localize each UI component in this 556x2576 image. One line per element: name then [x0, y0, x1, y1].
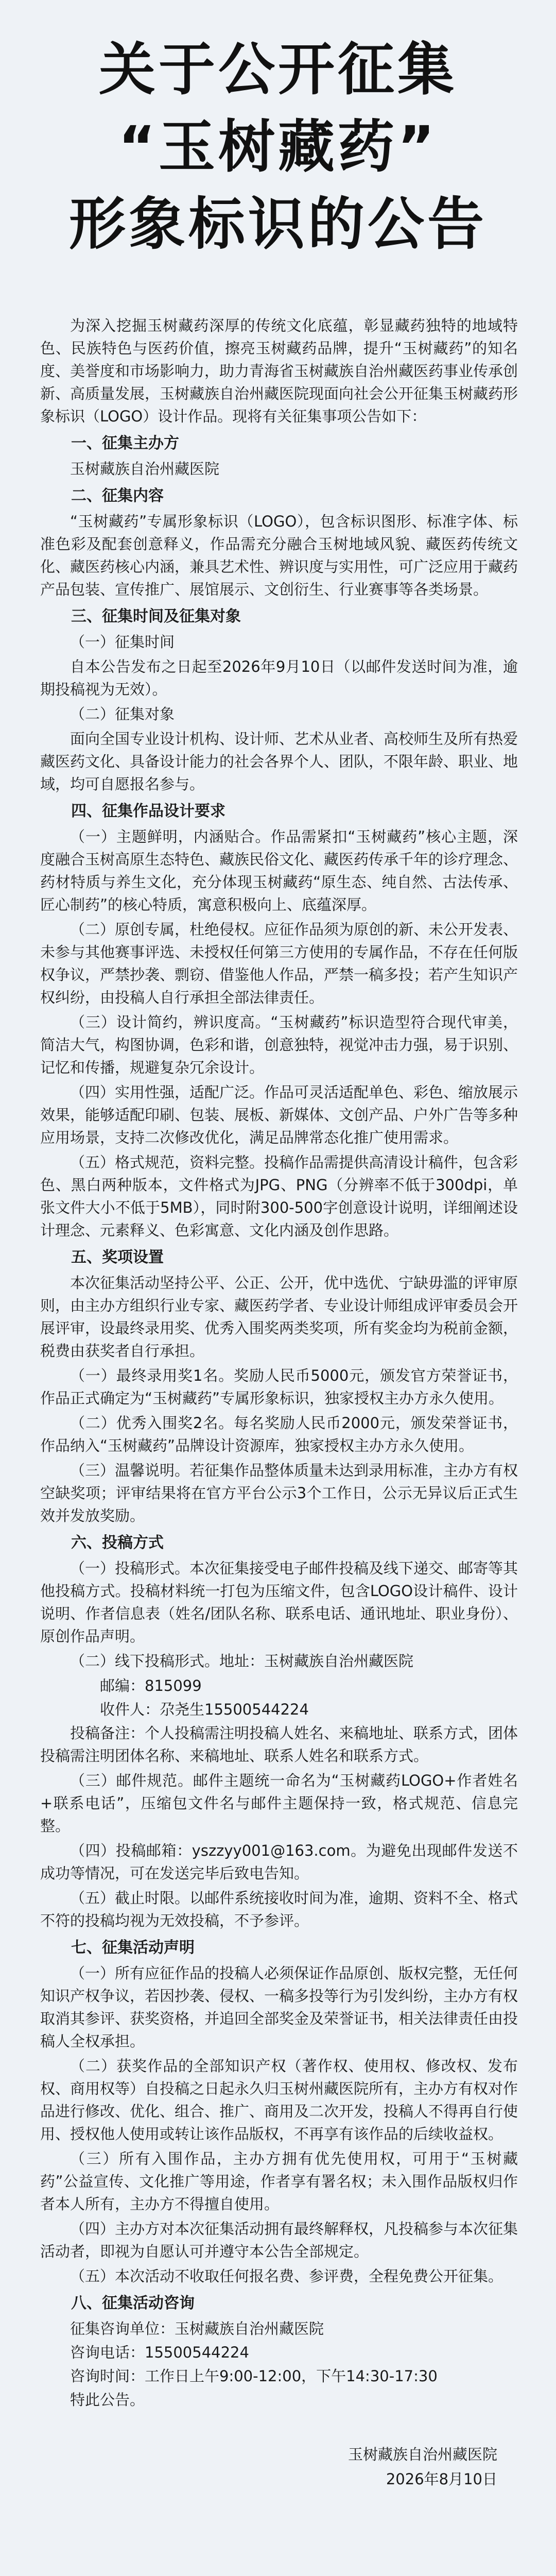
statement-paragraph-4: （四）主办方对本次征集活动拥有最终解释权，凡投稿参与本次征集活动者，即视为自愿认可并遵守本公告全部规定。	[40, 2220, 518, 2260]
closing-note: 特此公告。	[70, 2391, 145, 2409]
submission-paragraph-4: （四）投稿邮箱：yszzyy001@163.com。为避免出现邮件发送不成功等情况，可在发送完毕后致电告知。	[40, 1842, 518, 1882]
consult-unit: 征集咨询单位：玉树藏族自治州藏医院	[70, 2320, 324, 2337]
title-line-2: “玉树藏药”	[118, 114, 438, 180]
submission-note: 投稿备注：个人投稿需注明投稿人姓名、来稿地址、联系方式，团体投稿需注明团体名称、来稿地址、联系人姓名和联系方式。	[40, 1724, 518, 1765]
postcode: 邮编：815099	[100, 1677, 202, 1694]
award-paragraph-1: （一）最终录用奖1名。奖励人民币5000元，颁发官方荣誉证书，作品正式确定为“玉树藏药”专属形象标识，独家授权主办方永久使用。	[40, 1367, 518, 1407]
title-line-3: 形象标识的公告	[69, 191, 487, 257]
statement-paragraph-5: （五）本次活动不收取任何报名费、参评费，全程免费公开征集。	[70, 2267, 503, 2285]
statement-paragraph-3: （三）所有入围作品，主办方拥有优先使用权，可用于“玉树藏药”公益宣传、文化推广等用途，作者享有署名权；未入围作品版权归作者本人所有，主办方不得擅自使用。	[40, 2150, 518, 2213]
section-heading-8: 八、征集活动咨询	[71, 2294, 195, 2312]
statement-paragraph-1: （一）所有应征作品的投稿人必须保证作品原创、版权完整，无任何知识产权争议，若因抄袭、侵权、一稿多投等行为引发纠纷，主办方有权取消其参评、获奖资格，并追回全部奖金及荣誉证书，相关法律责任由投稿人全权承担。	[40, 1964, 518, 2050]
signature-date: 2026年8月10日	[386, 2470, 497, 2488]
section-heading-7: 七、征集活动声明	[71, 1939, 195, 1957]
award-paragraph-3: （三）温馨说明。若征集作品整体质量未达到录用标准，主办方有权空缺奖项；评审结果将在官方平台公示3个工作日，公示无异议后正式生效并发放奖励。	[40, 1462, 518, 1524]
intro-paragraph: 为深入挖掘玉树藏药深厚的传统文化底蕴，彰显藏药独特的地域特色、民族特色与医药价值，擦亮玉树藏药品牌，提升“玉树藏药”的知名度、美誉度和市场影响力，助力青海省玉树藏族自治州藏医药事业传承创新、高质量发展，玉树藏族自治州藏医院现面向社会公开征集玉树藏药形象标识（LOGO）设计作品。现将有关征集事项公告如下：	[40, 317, 518, 425]
signature-block	[40, 2442, 518, 2492]
requirement-paragraph-3: （三）设计简约，辨识度高。“玉树藏药”标识造型符合现代审美，简洁大气，构图协调，色彩和谐，创意独特，视觉冲击力强，易于识别、记忆和传播，规避复杂冗余设计。	[40, 1013, 518, 1076]
organizer-name: 玉树藏族自治州藏医院	[70, 460, 220, 478]
award-paragraph-0: 本次征集活动坚持公平、公正、公开，优中选优、宁缺毋滥的评审原则，由主办方组织行业专家、藏医药学者、专业设计师组成评审委员会开展评审，设最终录用奖、优秀入围奖两类奖项，所有奖金均为税前金额，税费由获奖者自行承担。	[40, 1274, 518, 1360]
section-heading-4: 四、征集作品设计要求	[71, 802, 225, 820]
submission-paragraph-3: （三）邮件规范。邮件主题统一命名为“玉树藏药LOGO+作者姓名+联系电话”，压缩包文件名与邮件主题保持一致，格式规范、信息完整。	[40, 1772, 518, 1835]
statement-paragraph-2: （二）获奖作品的全部知识产权（著作权、使用权、修改权、发布权、商用权等）自投稿之日起永久归玉树州藏医院所有，主办方有权对作品进行修改、优化、组合、推广、商用及二次开发，投稿人不得再自行使用、授权他人使用或转让该作品版权，不再享有该作品的后续收益权。	[40, 2057, 518, 2143]
section-heading-1: 一、征集主办方	[71, 434, 179, 452]
consult-phone: 咨询电话：15500544224	[70, 2344, 249, 2361]
consult-hours: 咨询时间：工作日上午9:00-12:00，下午14:30-17:30	[70, 2367, 438, 2385]
requirement-paragraph-4: （四）实用性强，适配广泛。作品可灵活适配单色、彩色、缩放展示效果，能够适配印刷、包装、展板、新媒体、文创产品、户外广告等多种应用场景，支持二次修改优化，满足品牌常态化推广使用需求。	[40, 1083, 518, 1146]
signature-org: 玉树藏族自治州藏医院	[348, 2446, 497, 2463]
requirement-paragraph-1: （一）主题鲜明，内涵贴合。作品需紧扣“玉树藏药”核心主题，深度融合玉树高原生态特色、藏族民俗文化、藏医药传承千年的诊疗理念、药材特质与养生文化，充分体现玉树藏药“原生态、纯自然、古法传承、匠心制药”的核心特质，寓意积极向上、底蕴深厚。	[40, 828, 518, 913]
submission-paragraph-2: （二）线下投稿形式。地址：玉树藏族自治州藏医院	[70, 1652, 414, 1670]
target-subheading: （二）征集对象	[70, 705, 175, 723]
requirement-paragraph-2: （二）原创专属，杜绝侵权。应征作品须为原创的新、未公开发表、未参与其他赛事评选、未授权任何第三方使用的专属作品，不存在任何版权争议，严禁抄袭、剽窃、借鉴他人作品，严禁一稿多投；若产生知识产权纠纷，由投稿人自行承担全部法律责任。	[40, 921, 518, 1006]
section-heading-3: 三、征集时间及征集对象	[71, 607, 241, 625]
content-paragraph: “玉树藏药”专属形象标识（LOGO），包含标识图形、标准字体、标准色彩及配套创意释义，作品需充分融合玉树地域风貌、藏医药传统文化、藏医药核心内涵，兼具艺术性、辨识度与实用性，可广泛应用于藏药产品包装、宣传推广、展馆展示、文创衍生、行业赛事等各类场景。	[40, 513, 518, 598]
submission-paragraph-5: （五）截止时限。以邮件系统接收时间为准，逾期、资料不全、格式不符的投稿均视为无效投稿，不予参评。	[40, 1889, 518, 1929]
section-heading-6: 六、投稿方式	[71, 1534, 164, 1552]
time-subheading: （一）征集时间	[70, 633, 175, 651]
recipient: 收件人：尕尧生15500544224	[100, 1701, 309, 1718]
requirement-paragraph-5: （五）格式规范，资料完整。投稿作品需提供高清设计稿件，包含彩色、黑白两种版本，文件格式为JPG、PNG（分辨率不低于300dpi，单张文件大小不低于5MB），同时附300-500字创意设计说明，详细阐述设计理念、元素释义、色彩寓意、文化内涵及创作思路。	[40, 1154, 518, 1239]
award-paragraph-2: （二）优秀入围奖2名。每名奖励人民币2000元，颁发荣誉证书，作品纳入“玉树藏药”品牌设计资源库，独家授权主办方永久使用。	[40, 1414, 518, 1454]
title-line-1: 关于公开征集	[99, 37, 457, 103]
section-heading-2: 二、征集内容	[71, 487, 164, 505]
submission-paragraph-1: （一）投稿形式。本次征集接受电子邮件投稿及线下递交、邮寄等其他投稿方式。投稿材料统一打包为压缩文件，包含LOGO设计稿件、设计说明、作者信息表（姓名/团队名称、联系电话、通讯地址、职业身份）、原创作品声明。	[40, 1560, 518, 1645]
target-paragraph: 面向全国专业设计机构、设计师、艺术从业者、高校师生及所有热爱藏医药文化、具备设计能力的社会各界个人、团队，不限年龄、职业、地域，均可自愿报名参与。	[40, 730, 518, 793]
time-paragraph: 自本公告发布之日起至2026年9月10日（以邮件发送时间为准，逾期投稿视为无效）。	[40, 658, 518, 698]
section-heading-5: 五、奖项设置	[71, 1248, 164, 1266]
notice-body	[40, 314, 518, 2492]
notice-title	[0, 31, 556, 263]
